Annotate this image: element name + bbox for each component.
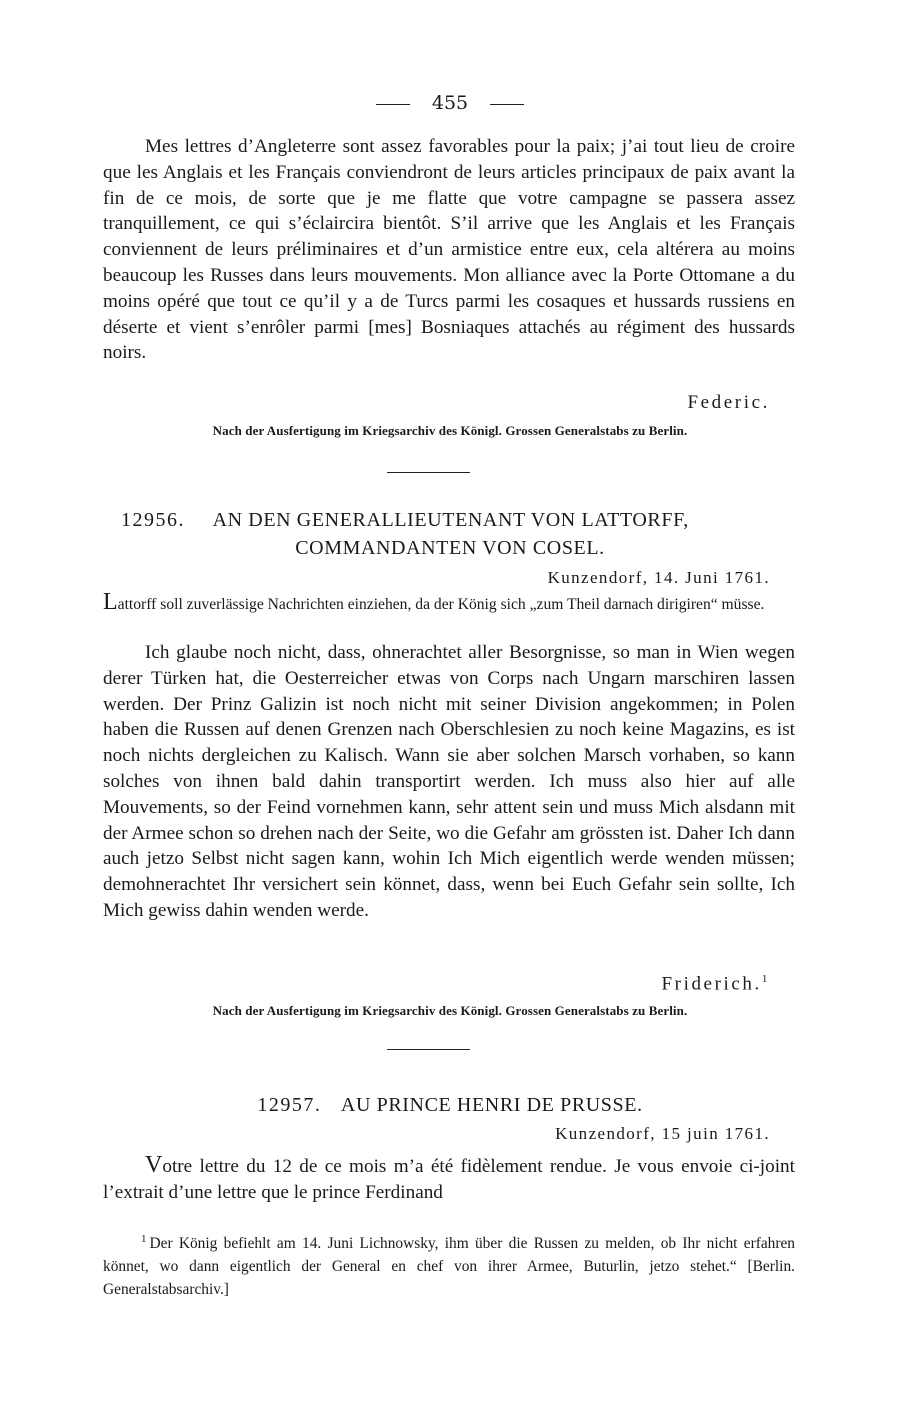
previous-letter-body [103, 134, 795, 366]
letter-12956-heading-line2: COMMANDANTEN VON COSEL. [295, 537, 605, 559]
letter-12957-paragraph [103, 1152, 795, 1206]
letter-12956-summary-text: attorff soll zuverlässige Nachrichten einziehen, da der König sich „zum Theil darnach dirigiren“ müsse. [117, 596, 765, 613]
letter-12956-summary [103, 591, 795, 616]
letter-12956-summary-initial: L [103, 589, 118, 615]
letter-12956-heading-line1 [0, 509, 900, 532]
letter-12956-source-note: Nach der Ausfertigung im Kriegsarchiv des Königl. Grossen Generalstabs zu Berlin. [212, 1003, 688, 1018]
section-divider-2 [387, 1049, 470, 1050]
letter-12956-paragraph: Ich glaube noch nicht, dass, ohnerachtet aller Besorgnisse, so man in Wien wegen derer Türken hat, die Oesterreicher etwas von Corps nach Ungarn marschiren lassen werden. Der Prinz Galizin ist noch nicht mit seiner Division angekommen; in Polen haben die Russen auf denen Grenzen nach Oberschlesien zu noch keine Magazins, es ist noch nichts dergleichen zu Kalisch. Wann sie aber solchen Marsch vorhaben, so kann solches von ihnen bald dahin transportirt werden. Ich muss also hier auf alle Mouvements, so der Feind vornehmen kann, sehr attent sein und muss Mich alsdann mit der Armee schon so drehen nach der Seite, wo die Gefahr am grössten ist. Daher Ich dann auch jetzo Selbst nicht sagen kann, wohin Ich Mich eigentlich werde wenden müssen; demohnerachtet Ihr versichert sein könnet, dass, wenn bei Euch Gefahr sein sollte, Ich Mich gewiss dahin wenden werde. [103, 642, 795, 921]
previous-letter-paragraph: Mes lettres d’Angleterre sont assez favorables pour la paix; j’ai tout lieu de croire que les Anglais et les Français conviendront de leurs articles principaux de paix avant la fin de ce mois, de sorte que je me flatte que votre campagne se passera assez tranquillement, ce qui s’éclaircira bientôt. S’il arrive que les Anglais et les Français conviennent de leurs préliminaires et d’un armistice entre eux, cela altérera au moins beaucoup les Russes dans leurs mouvements. Mon alliance avec la Porte Ottomane a du moins opéré que tout ce qu’il y a de Turcs parmi les cosaques et hussards russiens en déserte et vient s’enrôler parmi [mes] Bosniaques attachés au régiment des hussards noirs. [103, 136, 795, 364]
letter-12956-signature: Friderich. [661, 973, 762, 995]
letter-12956-addressee: AN DEN GENERALLIEUTENANT VON LATTORFF, [212, 509, 689, 531]
previous-letter-source-note: Nach der Ausfertigung im Kriegsarchiv des Königl. Grossen Generalstabs zu Berlin. [212, 423, 688, 438]
letter-12957-number: 12957. [257, 1094, 322, 1116]
page-number: 455 [431, 92, 469, 114]
footnote [103, 1228, 795, 1301]
letter-12957-paragraph-text: otre lettre du 12 de ce mois m’a été fidèlement rendue. Je vous envoie ci-joint l’extrait d’une lettre que le prince Ferdinand [103, 1156, 795, 1203]
letter-12957-dateline: Kunzendorf, 15 juin 1761. [555, 1124, 770, 1143]
letter-12957-addressee: AU PRINCE HENRI DE PRUSSE. [340, 1094, 643, 1116]
previous-letter-signature: Federic. [687, 392, 770, 413]
letter-12957-heading [0, 1094, 900, 1117]
section-divider-1 [387, 472, 470, 473]
letter-12956-footnote-ref: 1 [761, 973, 770, 985]
footnote-mark: 1 [141, 1233, 147, 1245]
page-number-dash-right [490, 104, 524, 105]
page-number-line [0, 92, 900, 114]
letter-12957-body [103, 1152, 795, 1206]
page-number-dash-left [376, 104, 410, 105]
letter-12956-number: 12956. [121, 509, 185, 531]
letter-12956-dateline: Kunzendorf, 14. Juni 1761. [547, 568, 770, 587]
letter-12957-initial: V [145, 1152, 163, 1178]
letter-12956-signature-line [661, 973, 770, 995]
footnote-text: Der König befiehlt am 14. Juni Lichnowsky, ihm über die Russen zu melden, ob Ihr nicht erfahren könnet, wo dann eigentlich der General en chef von ihrer Armee, Buturlin, jetzo stehet.“ [Berlin. Generalstabsarchiv.] [103, 1235, 795, 1299]
letter-12956-body [103, 640, 795, 924]
